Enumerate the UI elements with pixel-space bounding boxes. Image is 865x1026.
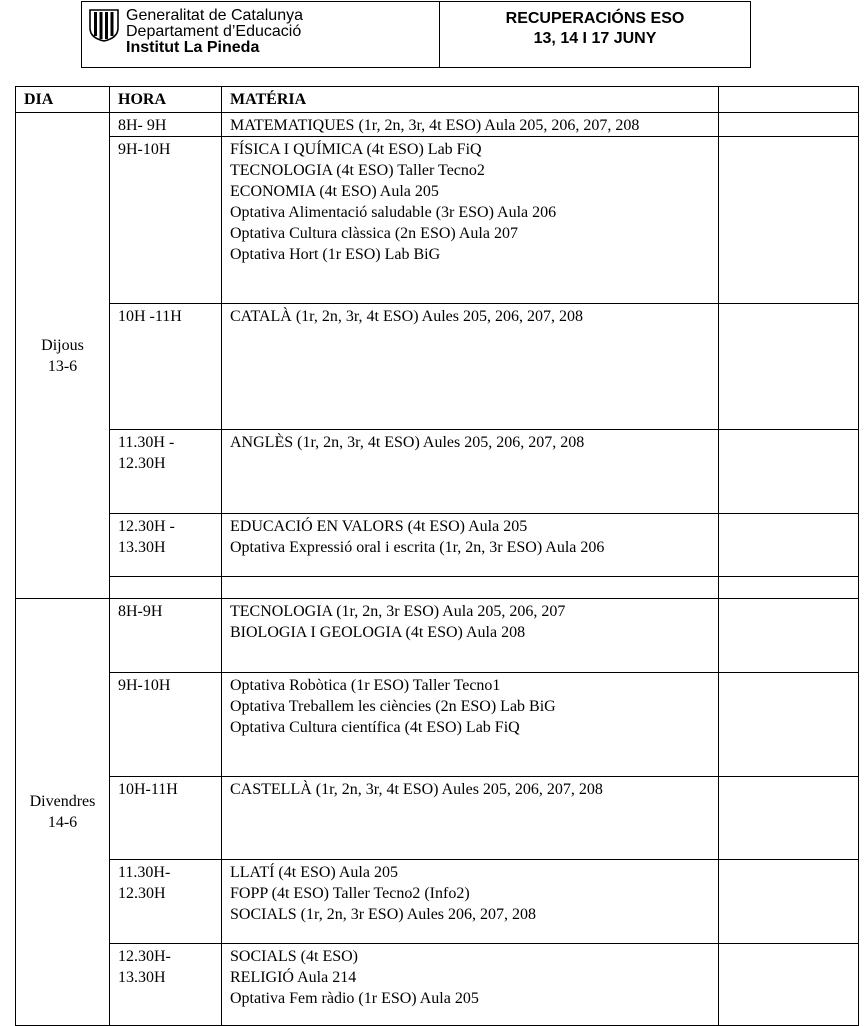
table-header-row [16,87,859,113]
materia-text: TECNOLOGIA (1r, 2n, 3r ESO) Aula 205, 206, 207 [230,603,566,620]
hora-text: 12.30H [118,455,166,472]
extra-cell [719,113,859,137]
column-header-materia: MATÉRIA [222,87,719,113]
schedule-table [15,86,859,1026]
materia-cell [222,137,719,304]
table-row [16,944,859,1026]
hora-text: 9H-10H [118,141,171,158]
materia-text: FÍSICA I QUÍMICA (4t ESO) Lab FiQ [230,141,482,158]
materia-cell [222,113,719,137]
table-row [16,599,859,673]
materia-cell [222,304,719,430]
materia-cell [222,777,719,860]
extra-cell [719,304,859,430]
materia-text: Optativa Alimentació saludable (3r ESO) Aula 206 [230,204,557,221]
materia-text: Optativa Cultura científica (4t ESO) Lab FiQ [230,719,520,736]
materia-text: Optativa Robòtica (1r ESO) Taller Tecno1 [230,677,501,694]
day-cell [16,599,110,1026]
org-line-2: Departament d’Educació [126,23,302,40]
table-row [16,137,859,304]
title-line-2: 13, 14 I 17 JUNY [533,30,657,47]
hora-text: 13.30H [118,969,166,986]
hora-text: 8H- 9H [118,117,167,134]
hora-cell [110,304,222,430]
hora-text: 12.30H [118,885,166,902]
column-header-extra [719,87,859,113]
materia-text: RELIGIÓ Aula 214 [230,969,357,986]
column-header-hora: HORA [110,87,222,113]
materia-cell [222,514,719,577]
table-row [16,673,859,777]
schedule-body [16,113,859,1026]
school-name: Institut La Pineda [126,39,260,56]
hora-cell [110,430,222,514]
hora-cell [110,137,222,304]
extra-cell [719,137,859,304]
table-row [16,430,859,514]
materia-text: TECNOLOGIA (4t ESO) Taller Tecno2 [230,162,485,179]
table-row [16,577,859,599]
extra-cell [719,514,859,577]
title-line-1: RECUPERACIÓNS ESO [505,10,685,27]
materia-text: Optativa Treballem les ciències (2n ESO) Lab BiG [230,698,556,715]
materia-text: Optativa Fem ràdio (1r ESO) Aula 205 [230,990,479,1007]
table-row [16,777,859,860]
materia-cell [222,673,719,777]
day-date: 13-6 [47,357,78,375]
org-line-1: Generalitat de Catalunya [126,7,303,24]
hora-text: 12.30H- [118,948,171,965]
materia-text: EDUCACIÓ EN VALORS (4t ESO) Aula 205 [230,518,528,535]
hora-cell [110,944,222,1026]
hora-text: 11.30H- [118,864,171,881]
materia-cell [222,599,719,673]
document-header [81,1,751,68]
materia-cell [222,430,719,514]
hora-cell [110,777,222,860]
materia-text: ANGLÈS (1r, 2n, 3r, 4t ESO) Aules 205, 206, 207, 208 [230,434,585,451]
hora-cell [110,113,222,137]
hora-text: 12.30H - [118,518,175,535]
extra-cell [719,777,859,860]
hora-text: 8H-9H [118,603,163,620]
column-header-dia: DIA [16,87,110,113]
materia-cell [222,944,719,1026]
day-date: 14-6 [47,814,78,831]
materia-text: Optativa Expressió oral i escrita (1r, 2n, 3r ESO) Aula 206 [230,539,605,556]
hora-text: 10H-11H [118,781,178,798]
table-row [16,860,859,944]
hora-cell [110,514,222,577]
hora-text: 9H-10H [118,677,171,694]
extra-cell [719,430,859,514]
hora-text: 11.30H - [118,434,175,451]
extra-cell [719,944,859,1026]
materia-text: CASTELLÀ (1r, 2n, 3r, 4t ESO) Aules 205, 206, 207, 208 [230,781,603,798]
hora-cell [110,673,222,777]
materia-text: Optativa Cultura clàssica (2n ESO) Aula 207 [230,225,518,242]
extra-cell [719,599,859,673]
materia-cell [222,577,719,599]
materia-text: SOCIALS (4t ESO) [230,948,359,965]
materia-cell [222,860,719,944]
day-cell [16,113,110,599]
table-row [16,304,859,430]
table-row [16,113,859,137]
hora-text: 13.30H [118,539,166,556]
hora-text: 10H -11H [118,308,182,325]
extra-cell [719,860,859,944]
materia-text: CATALÀ (1r, 2n, 3r, 4t ESO) Aules 205, 206, 207, 208 [230,308,583,325]
day-name: Divendres [29,793,96,810]
extra-cell [719,577,859,599]
table-row [16,514,859,577]
materia-text: FOPP (4t ESO) Taller Tecno2 (Info2) [230,885,470,902]
materia-text: LLATÍ (4t ESO) Aula 205 [230,864,398,881]
hora-cell [110,577,222,599]
materia-text: SOCIALS (1r, 2n, 3r ESO) Aules 206, 207, 208 [230,906,537,923]
hora-cell [110,599,222,673]
materia-text: MATEMATIQUES (1r, 2n, 3r, 4t ESO) Aula 205, 206, 207, 208 [230,117,640,134]
document-title [440,9,750,49]
materia-text: Optativa Hort (1r ESO) Lab BiG [230,246,441,263]
generalitat-logo-icon [89,8,119,42]
materia-text: BIOLOGIA I GEOLOGIA (4t ESO) Aula 208 [230,624,526,641]
hora-cell [110,860,222,944]
day-name: Dijous [41,336,84,354]
materia-text: ECONOMIA (4t ESO) Aula 205 [230,183,439,200]
organization-name [126,8,303,56]
extra-cell [719,673,859,777]
